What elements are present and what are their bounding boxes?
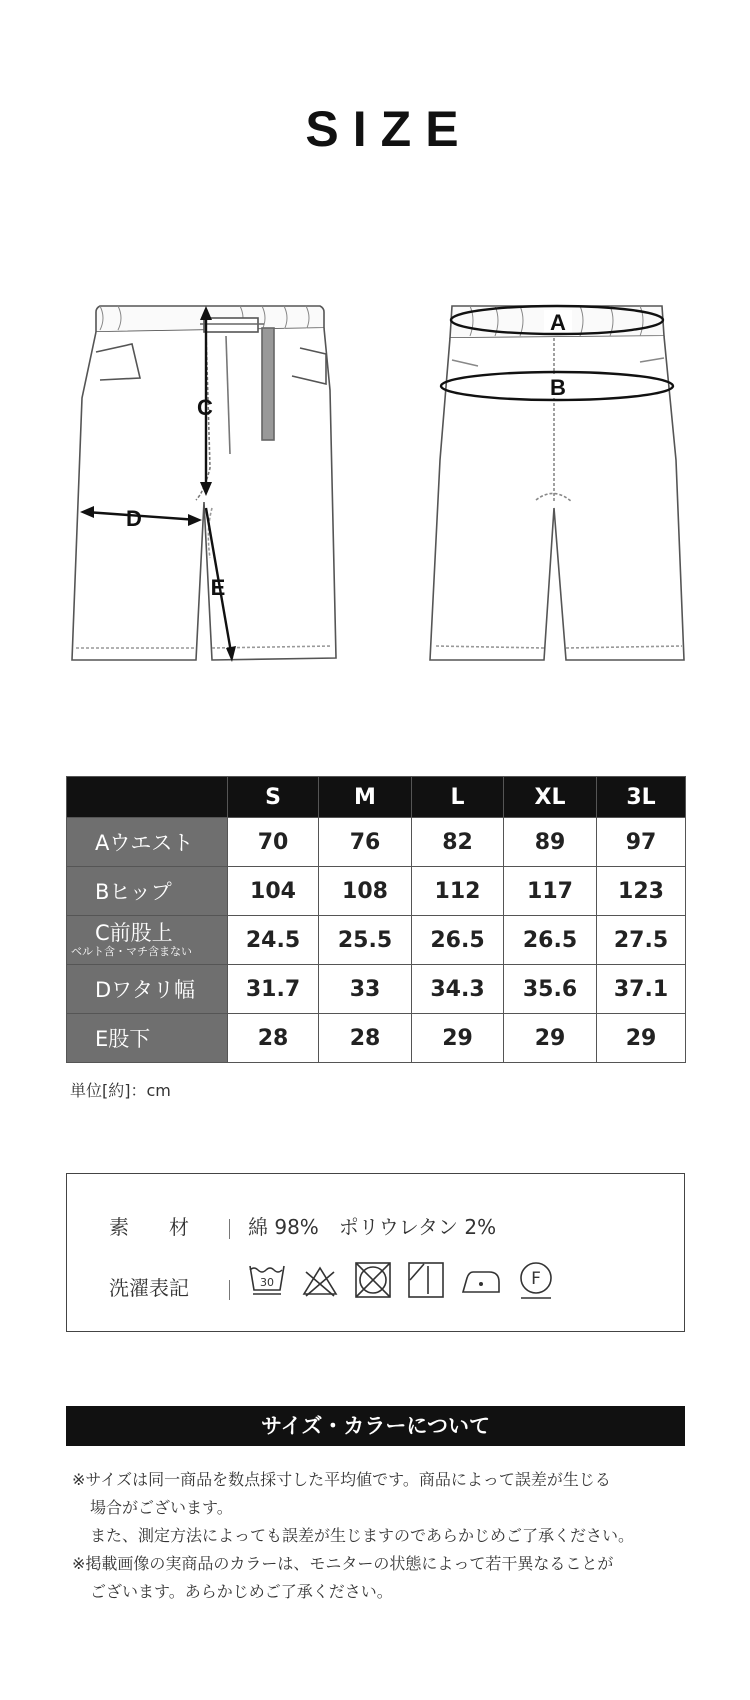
table-cell: 29 [597,1014,686,1063]
row-label: E股下 [67,1014,228,1063]
size-header: L [412,777,504,818]
page-title: SIZE [305,101,473,157]
size-header: M [319,777,412,818]
row-label: Bヒップ [67,867,228,916]
notice-text [72,1466,702,1606]
no-tumble-dry-icon [353,1260,393,1300]
table-cell: 37.1 [597,965,686,1014]
table-cell: 27.5 [597,916,686,965]
table-cell: 76 [319,818,412,867]
table-cell: 28 [319,1014,412,1063]
table-cell: 33 [319,965,412,1014]
label-c: C [197,395,213,420]
row-label: C前股上 [95,921,173,946]
wash-temperature: 30 [260,1276,274,1289]
table-cell: 28 [228,1014,319,1063]
unit-note: 単位[約]：cm [70,1081,171,1100]
table-cell: 29 [504,1014,597,1063]
table-cell: 26.5 [412,916,504,965]
label-b: B [550,375,566,400]
dry-clean-letter: F [531,1269,541,1289]
table-row [67,867,686,916]
divider [229,1280,230,1300]
table-row [67,965,686,1014]
table-row [67,916,686,965]
material-row [109,1211,496,1240]
table-cell: 26.5 [504,916,597,965]
table-cell: 34.3 [412,965,504,1014]
divider [229,1219,230,1239]
table-row [67,1014,686,1063]
back-shorts-illustration [430,306,684,660]
no-bleach-icon [300,1260,340,1300]
dry-clean-f-icon [516,1260,556,1302]
care-row [109,1272,248,1301]
table-cell: 29 [412,1014,504,1063]
material-box [66,1173,685,1332]
label-d: D [126,506,142,531]
row-sublabel: ベルト含・マチ含まない [71,945,192,959]
notice-heading: サイズ・カラーについて [66,1406,685,1446]
care-label: 洗濯表記 [109,1276,189,1300]
notice-line: また、測定方法によっても誤差が生じますのであらかじめご了承ください。 [90,1526,635,1545]
table-row [67,818,686,867]
material-value: 綿 98% ポリウレタン 2% [248,1215,497,1239]
table-cell: 70 [228,818,319,867]
table-cell: 117 [504,867,597,916]
row-label-cell [67,916,228,965]
line-dry-icon [406,1260,446,1300]
table-cell: 82 [412,818,504,867]
size-header: 3L [597,777,686,818]
table-cell: 97 [597,818,686,867]
row-label: Aウエスト [67,818,228,867]
table-cell: 35.6 [504,965,597,1014]
size-header: XL [504,777,597,818]
notice-line: 場合がございます。 [90,1498,233,1517]
table-corner-cell [67,777,228,818]
notice-line: ※サイズは同一商品を数点採寸した平均値です。商品によって誤差が生じる [72,1470,611,1489]
iron-low-icon [459,1260,503,1300]
table-cell: 123 [597,867,686,916]
table-cell: 31.7 [228,965,319,1014]
size-table [66,776,686,1063]
shorts-diagram [0,240,750,680]
size-header: S [228,777,319,818]
material-label: 素 材 [109,1215,189,1239]
notice-line: ※掲載画像の実商品のカラーは、モニターの状態によって若干異なることが [72,1554,614,1573]
wash-30-icon [247,1260,287,1300]
table-cell: 104 [228,867,319,916]
table-cell: 112 [412,867,504,916]
label-e: E [210,575,226,600]
table-cell: 108 [319,867,412,916]
size-table-header-row [67,777,686,818]
row-label: Dワタリ幅 [67,965,228,1014]
table-cell: 89 [504,818,597,867]
label-a: A [550,310,566,335]
table-cell: 24.5 [228,916,319,965]
notice-line: ございます。あらかじめご了承ください。 [90,1582,393,1601]
care-icons [247,1260,556,1302]
table-cell: 25.5 [319,916,412,965]
